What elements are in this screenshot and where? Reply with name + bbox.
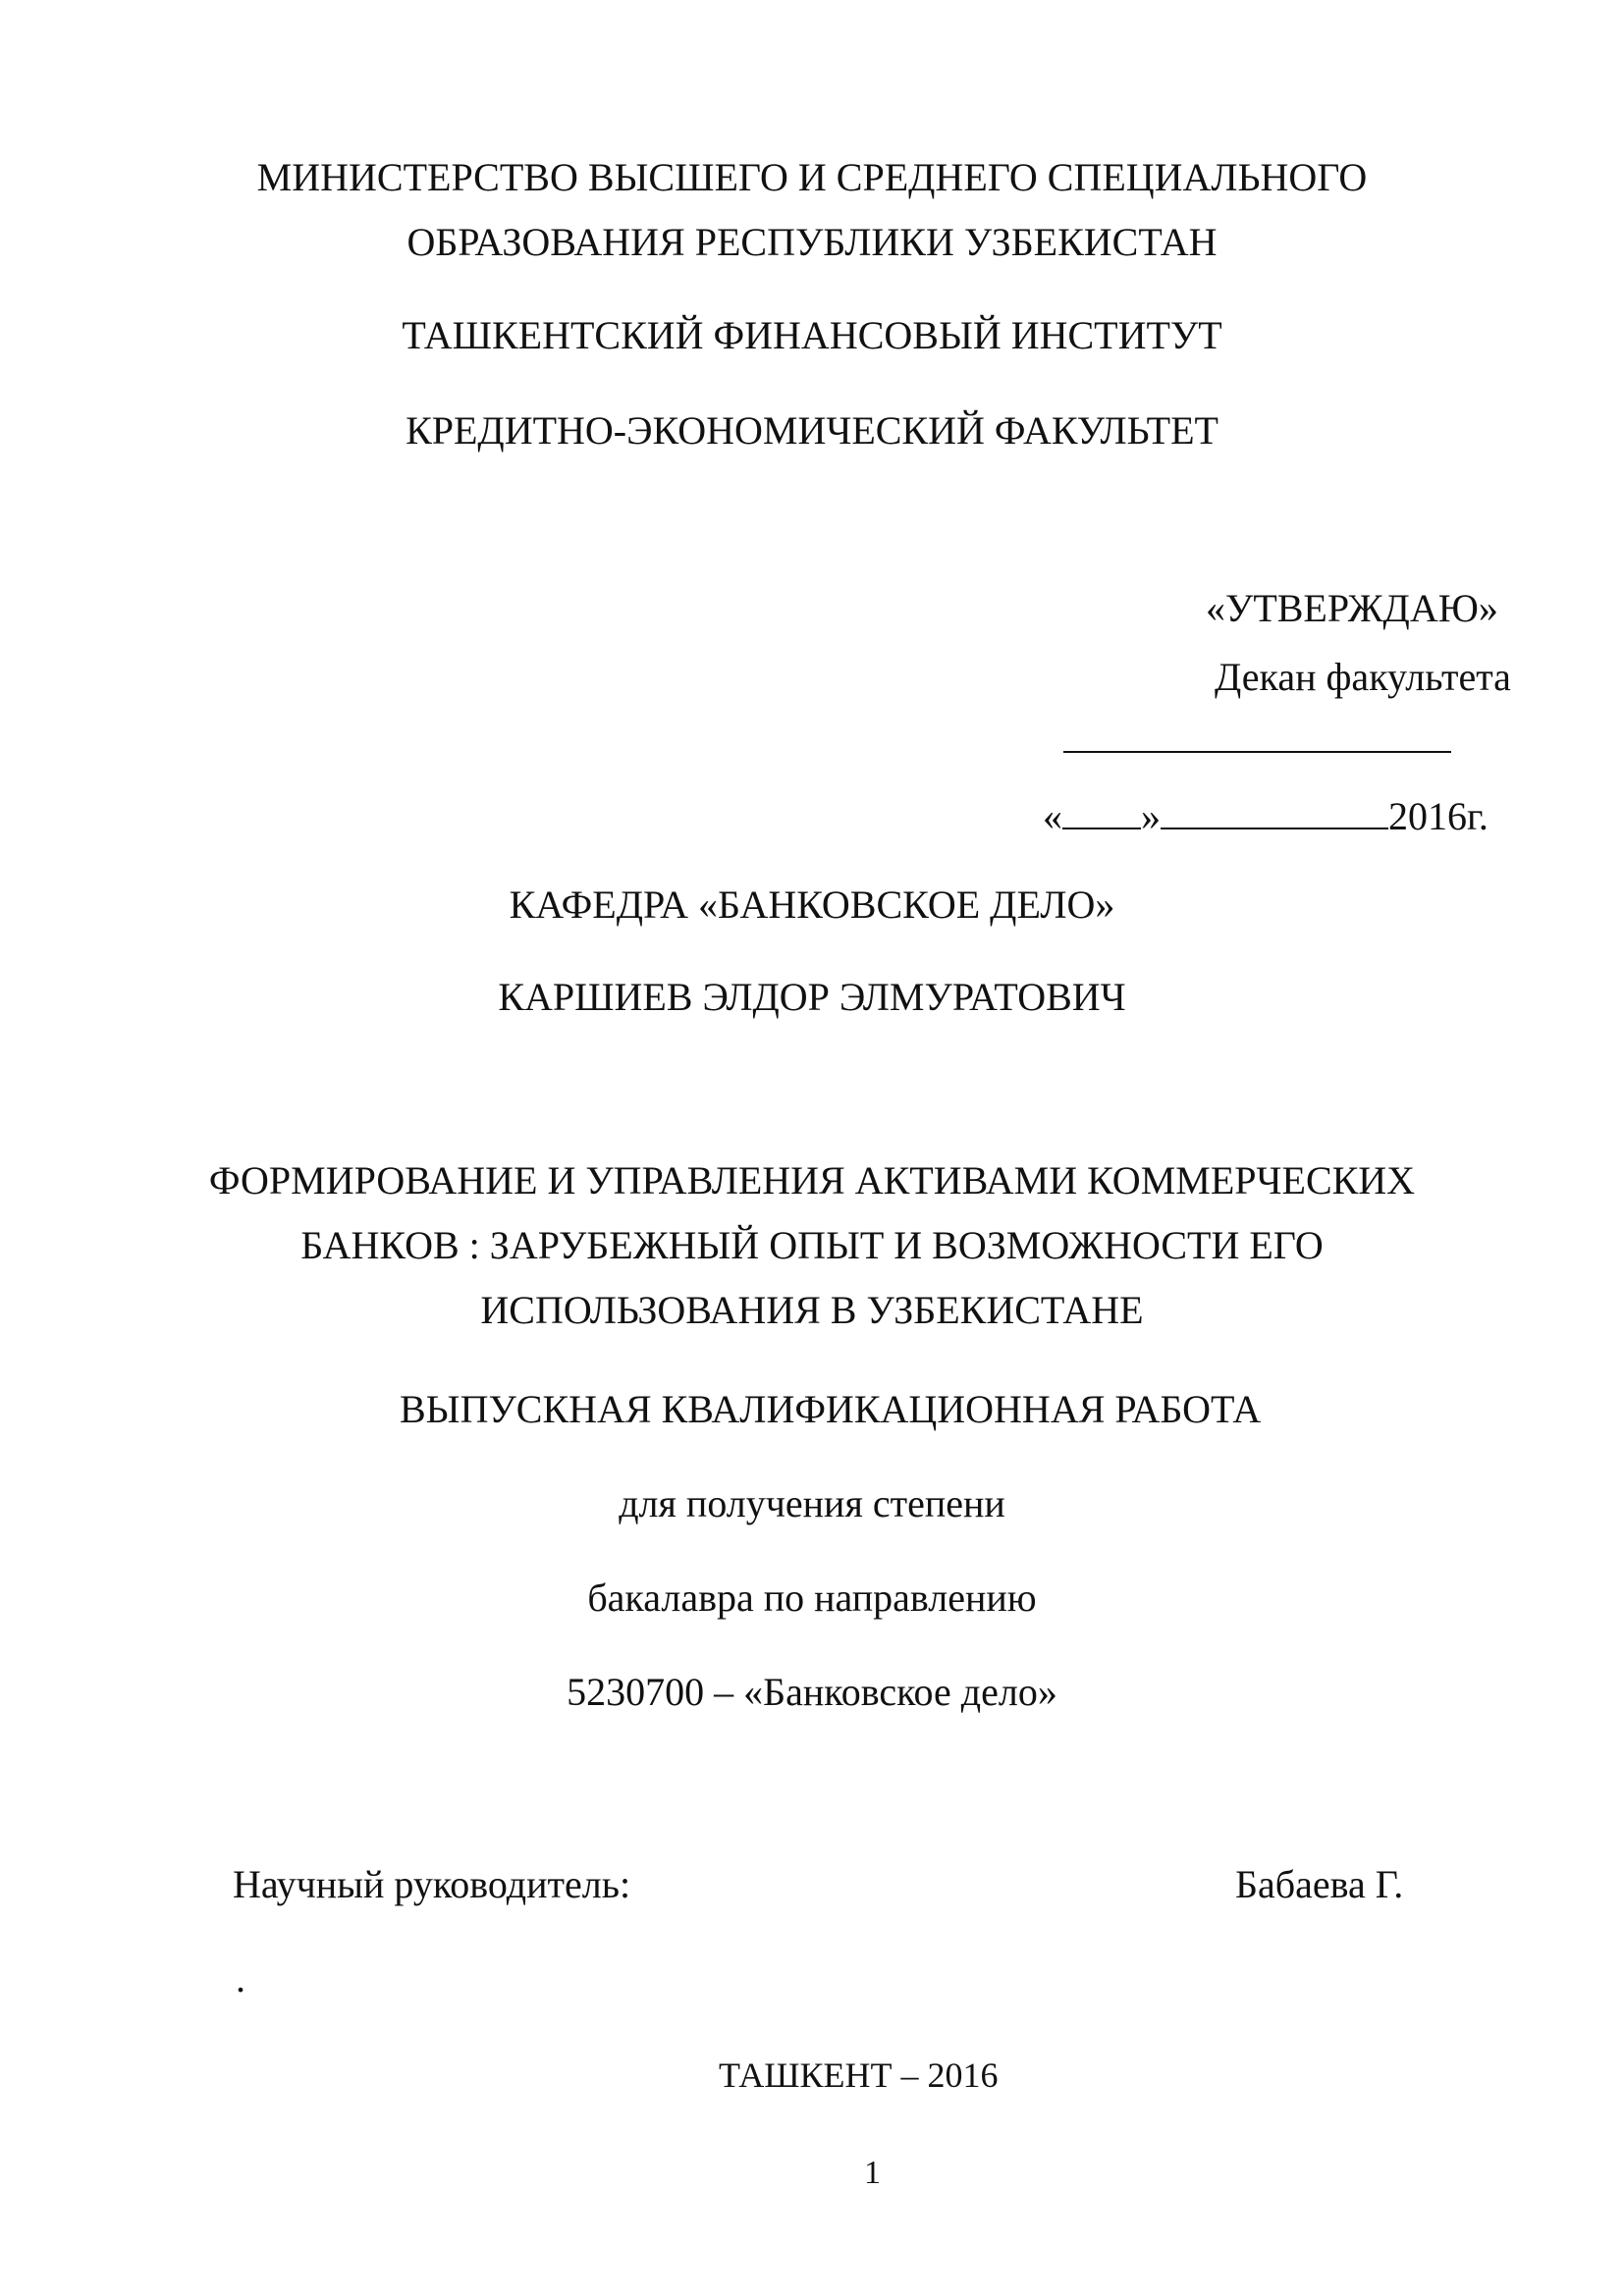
- approval-date: [1043, 790, 1489, 840]
- department-name: КАФЕДРА «БАНКОВСКОЕ ДЕЛО»: [509, 882, 1115, 927]
- dean-label: Декан факультета: [1215, 655, 1511, 699]
- degree-line-1: для получения степени: [619, 1481, 1005, 1525]
- day-blank: [1062, 790, 1141, 829]
- supervisor-label: Научный руководитель:: [233, 1862, 631, 1906]
- page-number: 1: [864, 2155, 881, 2191]
- work-type: ВЫПУСКНАЯ КВАЛИФИКАЦИОННАЯ РАБОТА: [400, 1387, 1262, 1431]
- ministry-line-1: МИНИСТЕРСТВО ВЫСШЕГО И СРЕДНЕГО СПЕЦИАЛЬНОГО: [256, 155, 1368, 199]
- approval-label: «УТВЕРЖДАЮ»: [1206, 586, 1498, 630]
- stray-period: .: [236, 1956, 245, 2001]
- institute-name: ТАШКЕНТСКИЙ ФИНАНСОВЫЙ ИНСТИТУТ: [402, 313, 1222, 357]
- author-name: КАРШИЕВ ЭЛДОР ЭЛМУРАТОВИЧ: [498, 975, 1126, 1019]
- month-blank: [1161, 790, 1388, 829]
- degree-line-3: 5230700 – «Банковское дело»: [567, 1670, 1057, 1714]
- ministry-heading: [0, 145, 1624, 275]
- date-close-quote: »: [1141, 794, 1161, 838]
- thesis-title-line-2: БАНКОВ : ЗАРУБЕЖНЫЙ ОПЫТ И ВОЗМОЖНОСТИ ЕГО: [300, 1223, 1324, 1267]
- thesis-title: [0, 1148, 1624, 1343]
- ministry-line-2: ОБРАЗОВАНИЯ РЕСПУБЛИКИ УЗБЕКИСТАН: [406, 220, 1218, 264]
- city-year: ТАШКЕНТ – 2016: [719, 2056, 999, 2095]
- faculty-name: КРЕДИТНО-ЭКОНОМИЧЕСКИЙ ФАКУЛЬТЕТ: [406, 408, 1218, 453]
- supervisor-name: Бабаева Г.: [1235, 1862, 1404, 1906]
- degree-line-2: бакалавра по направлению: [587, 1575, 1037, 1620]
- thesis-title-line-3: ИСПОЛЬЗОВАНИЯ В УЗБЕКИСТАНЕ: [480, 1288, 1144, 1332]
- thesis-title-line-1: ФОРМИРОВАНИЕ И УПРАВЛЕНИЯ АКТИВАМИ КОММЕРЧЕСКИХ: [208, 1158, 1416, 1202]
- signature-line: [1063, 751, 1451, 753]
- date-open-quote: «: [1043, 794, 1062, 838]
- date-year: 2016г.: [1388, 794, 1489, 838]
